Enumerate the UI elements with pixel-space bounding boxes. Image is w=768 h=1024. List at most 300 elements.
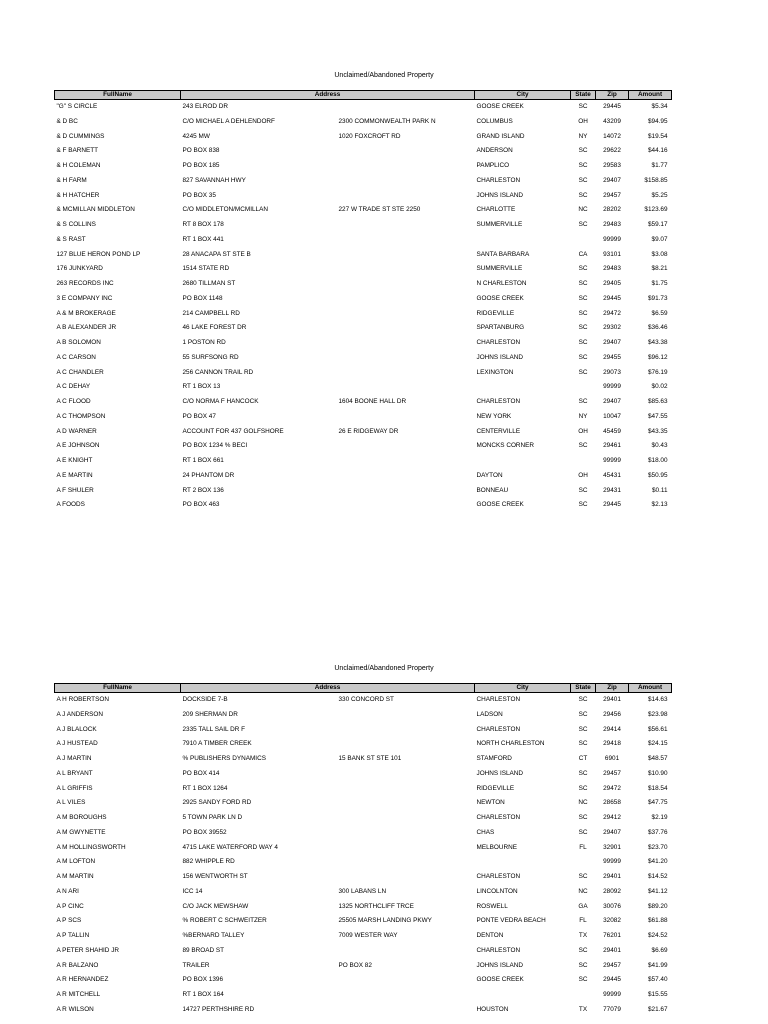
amount-cell: $47.55 bbox=[647, 412, 668, 420]
table-row bbox=[55, 248, 672, 263]
fullname-cell: A L BRYANT bbox=[56, 769, 93, 777]
fullname-cell: A P SCS bbox=[56, 917, 82, 925]
state-cell bbox=[571, 855, 596, 870]
state-cell: SC bbox=[578, 339, 588, 346]
zip-cell: 29457 bbox=[603, 191, 621, 199]
state-cell: SC bbox=[578, 221, 588, 228]
amount-cell: $2.13 bbox=[651, 501, 668, 509]
zip-cell: 29418 bbox=[603, 740, 621, 748]
city-cell: BONNEAU bbox=[476, 486, 509, 494]
amount-cell: $85.63 bbox=[647, 398, 668, 405]
address-line1-cell: C/O NORMA F HANCOCK bbox=[182, 398, 259, 405]
fullname-cell: & MCMILLAN MIDDLETON bbox=[56, 206, 135, 214]
amount-cell: $41.12 bbox=[647, 887, 668, 895]
header-address: Address bbox=[181, 91, 475, 100]
fullname-cell: A J MARTIN bbox=[56, 755, 92, 762]
city-cell bbox=[475, 233, 571, 248]
city-cell: MELBOURNE bbox=[476, 843, 517, 851]
table-row bbox=[55, 307, 672, 322]
address-line2-cell bbox=[337, 708, 475, 723]
address-line1-cell: RT 1 BOX 13 bbox=[182, 383, 221, 391]
zip-cell: 45431 bbox=[603, 471, 621, 479]
state-cell: SC bbox=[578, 814, 588, 821]
fullname-cell: & F BARNETT bbox=[56, 147, 99, 155]
address-line2-cell bbox=[337, 307, 475, 322]
state-cell: NC bbox=[578, 799, 588, 807]
address-line1-cell: RT 1 BOX 441 bbox=[182, 235, 224, 243]
zip-cell: 29622 bbox=[603, 147, 621, 155]
table-row bbox=[55, 380, 672, 395]
fullname-cell: A FOODS bbox=[56, 501, 85, 509]
city-cell: JOHNS ISLAND bbox=[476, 191, 524, 199]
table-row bbox=[55, 189, 672, 204]
table-row bbox=[55, 336, 672, 351]
city-cell: NORTH CHARLESTON bbox=[476, 740, 545, 748]
fullname-cell: A C THOMPSON bbox=[56, 412, 106, 420]
city-cell: DENTON bbox=[476, 932, 504, 939]
address-line1-cell: 2680 TILLMAN ST bbox=[182, 280, 236, 287]
amount-cell: $123.69 bbox=[644, 206, 668, 214]
address-line1-cell: 7910 A TIMBER CREEK bbox=[182, 740, 252, 748]
amount-cell: $0.02 bbox=[651, 383, 668, 391]
city-cell: PONTE VEDRA BEACH bbox=[476, 917, 546, 925]
address-line1-cell: PO BOX 1148 bbox=[182, 294, 223, 302]
city-cell: CHARLESTON bbox=[476, 339, 521, 346]
table-row bbox=[55, 366, 672, 381]
address-line2-cell: 1604 BOONE HALL DR bbox=[338, 398, 407, 405]
zip-cell: 28658 bbox=[603, 799, 621, 807]
city-cell: N CHARLESTON bbox=[476, 280, 527, 287]
address-line2-cell bbox=[337, 144, 475, 159]
header-zip: Zip bbox=[596, 91, 629, 100]
amount-cell: $37.76 bbox=[647, 828, 668, 836]
state-cell: SC bbox=[578, 176, 588, 184]
table-row bbox=[55, 144, 672, 159]
city-cell: CHARLESTON bbox=[476, 398, 521, 405]
fullname-cell: & S COLLINS bbox=[56, 221, 96, 228]
zip-cell: 29472 bbox=[603, 309, 621, 317]
state-cell: SC bbox=[578, 103, 588, 110]
zip-cell: 29407 bbox=[603, 176, 621, 184]
amount-cell: $61.88 bbox=[647, 917, 668, 925]
zip-cell: 29461 bbox=[603, 442, 621, 450]
fullname-cell: 3 E COMPANY INC bbox=[56, 294, 113, 302]
amount-cell: $6.59 bbox=[651, 309, 668, 317]
table-row bbox=[55, 752, 672, 767]
zip-cell: 29407 bbox=[603, 828, 621, 836]
city-cell: CHARLESTON bbox=[476, 696, 521, 703]
table-body bbox=[55, 100, 672, 514]
fullname-cell: A B ALEXANDER JR bbox=[56, 324, 117, 332]
amount-cell: $36.46 bbox=[647, 324, 668, 332]
address-line1-cell: 2335 TALL SAIL DR F bbox=[182, 725, 246, 733]
state-cell bbox=[571, 233, 596, 248]
city-cell: NEWTON bbox=[476, 799, 505, 807]
address-line1-cell: PO BOX 185 bbox=[182, 162, 220, 169]
fullname-cell: A J HUSTEAD bbox=[56, 740, 98, 748]
city-cell: MONCKS CORNER bbox=[476, 442, 535, 450]
fullname-cell: A H ROBERTSON bbox=[56, 696, 109, 703]
fullname-cell: A & M BROKERAGE bbox=[56, 309, 116, 317]
state-cell: SC bbox=[578, 294, 588, 302]
address-line2-cell bbox=[337, 351, 475, 366]
address-line2-cell bbox=[337, 262, 475, 277]
amount-cell: $3.08 bbox=[651, 250, 668, 258]
fullname-cell: A P TALLIN bbox=[56, 932, 90, 939]
address-line2-cell bbox=[337, 439, 475, 454]
fullname-cell: A J ANDERSON bbox=[56, 710, 104, 718]
address-line2-cell: 7009 WESTER WAY bbox=[338, 932, 398, 939]
fullname-cell: A D WARNER bbox=[56, 427, 97, 435]
city-cell: LADSON bbox=[476, 710, 503, 718]
state-cell: SC bbox=[578, 368, 588, 376]
header-amount: Amount bbox=[629, 91, 672, 100]
amount-cell: $18.54 bbox=[647, 784, 668, 792]
table-row bbox=[55, 914, 672, 929]
zip-cell: 29407 bbox=[603, 398, 621, 405]
fullname-cell: A R WILSON bbox=[56, 1005, 94, 1013]
table-row bbox=[55, 498, 672, 513]
state-cell: SC bbox=[578, 740, 588, 748]
fullname-cell: A M LOFTON bbox=[56, 858, 96, 866]
fullname-cell: A L GRIFFIS bbox=[56, 784, 93, 792]
address-line1-cell: 1514 STATE RD bbox=[182, 265, 230, 273]
zip-cell: 29445 bbox=[603, 976, 621, 984]
fullname-cell: A C DEHAY bbox=[56, 383, 91, 391]
address-line1-cell: C/O MICHAEL A DEHLENDORF bbox=[182, 117, 275, 125]
city-cell: GOOSE CREEK bbox=[476, 294, 524, 302]
address-line2-cell bbox=[337, 277, 475, 292]
table-row bbox=[55, 410, 672, 425]
address-line2-cell bbox=[337, 174, 475, 189]
table-row bbox=[55, 841, 672, 856]
address-line2-cell: 25505 MARSH LANDING PKWY bbox=[338, 917, 432, 925]
zip-cell: 29431 bbox=[603, 486, 621, 494]
address-line1-cell: PO BOX 1234 % BECI bbox=[182, 442, 248, 450]
header-state: State bbox=[571, 91, 596, 100]
address-line1-cell: RT 2 BOX 136 bbox=[182, 486, 224, 494]
address-line2-cell: 2300 COMMONWEALTH PARK N bbox=[338, 117, 436, 125]
state-cell: SC bbox=[578, 873, 588, 880]
fullname-cell: A M BOROUGHS bbox=[56, 814, 107, 821]
state-cell: SC bbox=[578, 696, 588, 703]
table-row bbox=[55, 693, 672, 708]
header-address: Address bbox=[181, 684, 475, 693]
address-line1-cell: ACCOUNT FOR 437 GOLFSHORE bbox=[182, 427, 284, 435]
state-cell: TX bbox=[578, 1005, 588, 1013]
state-cell: SC bbox=[578, 501, 588, 509]
city-cell: RIDGEVILLE bbox=[476, 309, 515, 317]
amount-cell: $14.63 bbox=[647, 696, 668, 703]
header-fullname: FullName bbox=[55, 684, 181, 693]
table-row bbox=[55, 885, 672, 900]
page-title: Unclaimed/Abandoned Property bbox=[334, 72, 434, 79]
fullname-cell: A R BALZANO bbox=[56, 961, 99, 969]
amount-cell: $6.69 bbox=[651, 946, 668, 954]
address-line2-cell bbox=[337, 944, 475, 959]
amount-cell: $47.75 bbox=[647, 799, 668, 807]
zip-cell: 10047 bbox=[603, 412, 621, 420]
state-cell: SC bbox=[578, 324, 588, 332]
city-cell bbox=[475, 454, 571, 469]
zip-cell: 29405 bbox=[603, 280, 621, 287]
amount-cell: $10.90 bbox=[647, 769, 668, 777]
table-row bbox=[55, 130, 672, 145]
address-line1-cell: 156 WENTWORTH ST bbox=[182, 873, 248, 880]
fullname-cell: & S RAST bbox=[56, 235, 86, 243]
table-row bbox=[55, 439, 672, 454]
city-cell: CHARLESTON bbox=[476, 946, 521, 954]
amount-cell: $158.85 bbox=[644, 176, 668, 184]
city-cell: LINCOLNTON bbox=[476, 887, 518, 895]
state-cell: SC bbox=[578, 442, 588, 450]
amount-cell: $1.75 bbox=[651, 280, 668, 287]
fullname-cell: A M HOLLINGSWORTH bbox=[56, 843, 126, 851]
zip-cell: 99999 bbox=[603, 457, 621, 464]
address-line1-cell: PO BOX 1396 bbox=[182, 976, 223, 984]
amount-cell: $76.19 bbox=[647, 368, 668, 376]
city-cell: CHARLOTTE bbox=[476, 206, 516, 214]
zip-cell: 29455 bbox=[603, 353, 621, 361]
zip-cell: 99999 bbox=[603, 235, 621, 243]
city-cell: CHARLESTON bbox=[476, 873, 521, 880]
state-cell: SC bbox=[578, 976, 588, 984]
address-line2-cell bbox=[337, 159, 475, 174]
fullname-cell: A M MARTIN bbox=[56, 873, 94, 880]
fullname-cell: 176 JUNKYARD bbox=[56, 265, 103, 273]
address-line2-cell bbox=[337, 841, 475, 856]
fullname-cell: & H HATCHER bbox=[56, 191, 100, 199]
amount-cell: $94.95 bbox=[647, 117, 668, 125]
table-row bbox=[55, 100, 672, 115]
address-line2-cell bbox=[337, 189, 475, 204]
address-line2-cell bbox=[337, 988, 475, 1003]
address-line2-cell: 1325 NORTHCLIFF TRCE bbox=[338, 902, 414, 910]
address-line2-cell bbox=[337, 484, 475, 499]
city-cell: PAMPLICO bbox=[476, 162, 510, 169]
state-cell: OH bbox=[578, 471, 588, 479]
zip-cell: 29412 bbox=[603, 814, 621, 821]
header-city: City bbox=[475, 91, 571, 100]
city-cell: GOOSE CREEK bbox=[476, 103, 524, 110]
fullname-cell: A PETER SHAHID JR bbox=[56, 946, 119, 954]
address-line1-cell: PO BOX 838 bbox=[182, 147, 220, 155]
state-cell: OH bbox=[578, 117, 588, 125]
zip-cell: 29472 bbox=[603, 784, 621, 792]
table-row bbox=[55, 796, 672, 811]
state-cell: NY bbox=[578, 132, 588, 140]
table-row bbox=[55, 484, 672, 499]
amount-cell: $59.17 bbox=[647, 221, 668, 228]
amount-cell: $50.95 bbox=[647, 471, 668, 479]
state-cell: CT bbox=[578, 755, 588, 762]
city-cell: ROSWELL bbox=[476, 902, 508, 910]
address-line2-cell bbox=[337, 366, 475, 381]
amount-cell: $44.16 bbox=[647, 147, 668, 155]
fullname-cell: "G" S CIRCLE bbox=[56, 103, 98, 110]
state-cell: SC bbox=[578, 147, 588, 155]
amount-cell: $23.98 bbox=[647, 710, 668, 718]
address-line2-cell bbox=[337, 782, 475, 797]
table-row bbox=[55, 395, 672, 410]
state-cell: SC bbox=[578, 946, 588, 954]
city-cell: GOOSE CREEK bbox=[476, 976, 524, 984]
table-row bbox=[55, 469, 672, 484]
address-line1-cell: PO BOX 463 bbox=[182, 501, 220, 509]
city-cell: CHARLESTON bbox=[476, 725, 521, 733]
address-line2-cell bbox=[337, 723, 475, 738]
zip-cell: 29407 bbox=[603, 339, 621, 346]
fullname-cell: & D BC bbox=[56, 117, 78, 125]
address-line1-cell: 243 ELROD DR bbox=[182, 103, 228, 110]
address-line2-cell bbox=[337, 973, 475, 988]
fullname-cell: A J BLALOCK bbox=[56, 725, 97, 733]
table-row bbox=[55, 855, 672, 870]
city-cell: JOHNS ISLAND bbox=[476, 353, 524, 361]
city-cell bbox=[475, 380, 571, 395]
city-cell bbox=[475, 855, 571, 870]
zip-cell: 29483 bbox=[603, 265, 621, 273]
amount-cell: $14.52 bbox=[647, 873, 668, 880]
amount-cell: $41.99 bbox=[647, 961, 668, 969]
address-line1-cell: 882 WHIPPLE RD bbox=[182, 858, 235, 866]
address-line2-cell: 15 BANK ST STE 101 bbox=[338, 755, 402, 762]
amount-cell: $24.52 bbox=[647, 932, 668, 939]
zip-cell: 29401 bbox=[603, 696, 621, 703]
zip-cell: 6901 bbox=[604, 755, 620, 762]
table-row bbox=[55, 708, 672, 723]
table-row bbox=[55, 321, 672, 336]
address-line1-cell: 14727 PERTHSHIRE RD bbox=[182, 1005, 255, 1013]
amount-cell: $96.12 bbox=[647, 353, 668, 361]
amount-cell: $21.67 bbox=[647, 1005, 668, 1013]
address-line2-cell bbox=[337, 233, 475, 248]
address-line2-cell bbox=[337, 498, 475, 513]
fullname-cell: A R HERNANDEZ bbox=[56, 976, 109, 984]
header-fullname: FullName bbox=[55, 91, 181, 100]
address-line2-cell bbox=[337, 826, 475, 841]
fullname-cell: A B SOLOMON bbox=[56, 339, 101, 346]
zip-cell: 32082 bbox=[603, 917, 621, 925]
table-header-row bbox=[55, 684, 672, 693]
fullname-cell: 263 RECORDS INC bbox=[56, 280, 114, 287]
address-line2-cell bbox=[337, 248, 475, 263]
table-row bbox=[55, 782, 672, 797]
address-line2-cell bbox=[337, 336, 475, 351]
fullname-cell: A E MARTIN bbox=[56, 471, 93, 479]
state-cell bbox=[571, 380, 596, 395]
table-row bbox=[55, 218, 672, 233]
table-row bbox=[55, 723, 672, 738]
city-cell: GOOSE CREEK bbox=[476, 501, 524, 509]
fullname-cell: A N ARI bbox=[56, 887, 79, 895]
state-cell: SC bbox=[578, 710, 588, 718]
address-line1-cell: 256 CANNON TRAIL RD bbox=[182, 368, 254, 376]
amount-cell: $43.35 bbox=[647, 427, 668, 435]
address-line1-cell: 827 SAVANNAH HWY bbox=[182, 176, 246, 184]
zip-cell: 99999 bbox=[603, 858, 621, 866]
address-line2-cell bbox=[337, 454, 475, 469]
address-line2-cell: 1020 FOXCROFT RD bbox=[338, 132, 401, 140]
amount-cell: $18.00 bbox=[647, 457, 668, 464]
zip-cell: 30076 bbox=[603, 902, 621, 910]
state-cell: FL bbox=[579, 917, 587, 925]
address-line2-cell bbox=[337, 321, 475, 336]
fullname-cell: A M GWYNETTE bbox=[56, 828, 106, 836]
table-row bbox=[55, 159, 672, 174]
amount-cell: $56.61 bbox=[647, 725, 668, 733]
table-row bbox=[55, 351, 672, 366]
city-cell: SUMMERVILLE bbox=[476, 221, 523, 228]
amount-cell: $48.57 bbox=[647, 755, 668, 762]
table-row bbox=[55, 826, 672, 841]
zip-cell: 45459 bbox=[603, 427, 621, 435]
city-cell: SUMMERVILLE bbox=[476, 265, 523, 273]
table-row bbox=[55, 174, 672, 189]
zip-cell: 99999 bbox=[603, 383, 621, 391]
table-row bbox=[55, 973, 672, 988]
amount-cell: $23.70 bbox=[647, 843, 668, 851]
city-cell: CHARLESTON bbox=[476, 176, 521, 184]
city-cell: SPARTANBURG bbox=[476, 324, 525, 332]
state-cell: SC bbox=[578, 725, 588, 733]
address-line2-cell bbox=[337, 410, 475, 425]
zip-cell: 93101 bbox=[603, 250, 621, 258]
address-line2-cell: 300 LABANS LN bbox=[338, 887, 387, 895]
fullname-cell: A C CARSON bbox=[56, 353, 96, 361]
address-line2-cell: PO BOX 82 bbox=[338, 961, 372, 969]
state-cell: SC bbox=[578, 280, 588, 287]
address-line1-cell: C/O MIDDLETON/MCMILLAN bbox=[182, 206, 268, 214]
zip-cell: 29073 bbox=[603, 368, 621, 376]
amount-cell: $0.43 bbox=[651, 442, 668, 450]
zip-cell: 76201 bbox=[603, 932, 621, 939]
table-row bbox=[55, 767, 672, 782]
state-cell: SC bbox=[578, 769, 588, 777]
state-cell: FL bbox=[579, 843, 587, 851]
table-row bbox=[55, 425, 672, 440]
zip-cell: 29445 bbox=[603, 294, 621, 302]
address-line2-cell bbox=[337, 469, 475, 484]
address-line2-cell bbox=[337, 737, 475, 752]
fullname-cell: A P CINC bbox=[56, 902, 84, 910]
table-row bbox=[55, 959, 672, 974]
table-row bbox=[55, 262, 672, 277]
state-cell: SC bbox=[578, 191, 588, 199]
city-cell: STAMFORD bbox=[476, 755, 512, 762]
state-cell: SC bbox=[578, 309, 588, 317]
state-cell: NC bbox=[578, 206, 588, 214]
address-line2-cell bbox=[337, 100, 475, 115]
table-body bbox=[55, 693, 672, 1018]
header-city: City bbox=[475, 684, 571, 693]
zip-cell: 29414 bbox=[603, 725, 621, 733]
state-cell: NC bbox=[578, 887, 588, 895]
table-header-row bbox=[55, 91, 672, 100]
address-line2-cell bbox=[337, 218, 475, 233]
address-line1-cell: TRAILER bbox=[182, 961, 210, 969]
address-line1-cell: RT 8 BOX 178 bbox=[182, 221, 224, 228]
address-line2-cell: 330 CONCORD ST bbox=[338, 696, 394, 703]
state-cell: NY bbox=[578, 412, 588, 420]
address-line1-cell: DOCKSIDE 7-B bbox=[182, 696, 228, 703]
address-line1-cell: %BERNARD TALLEY bbox=[182, 932, 245, 939]
address-line2-cell bbox=[337, 292, 475, 307]
amount-cell: $91.73 bbox=[647, 294, 668, 302]
header-state: State bbox=[571, 684, 596, 693]
zip-cell: 29457 bbox=[603, 769, 621, 777]
address-line1-cell: PO BOX 39552 bbox=[182, 828, 227, 836]
